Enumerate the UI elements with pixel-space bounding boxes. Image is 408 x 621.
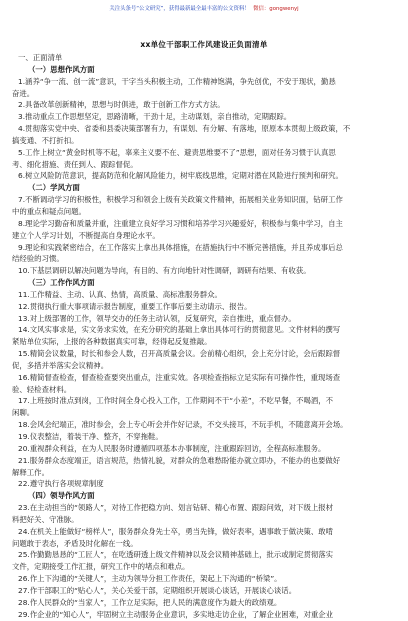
text-line: 28.作人民群众的“当家人”，工作立足实际，把人民的满意度作为最大的政绩观。 bbox=[18, 597, 282, 607]
text-line: 26.作上下沟通的“关键人”，主动为领导分担工作责任，架起上下沟通的“桥梁”。 bbox=[18, 574, 282, 584]
text-line: 促，多措并举落实会议精神。 bbox=[12, 360, 109, 370]
text-line: 25.作勤勤恳恳的“工匠人”，在吃透研透上级文件精神以及会议精神基础上，批示或制定贯彻落实 bbox=[18, 550, 334, 560]
document-title: xx单位干部职工作风建设正负面清单 bbox=[140, 40, 268, 49]
text-line: 10.下基层调研以解决问题为导向，有目的、有方向地针对性调研，调研有结果、有收获。 bbox=[18, 266, 311, 276]
text-line: 27.作干部职工的“贴心人”，关心关爱干部，定期组织开展谈心谈话，开展谈心谈话。 bbox=[18, 585, 297, 595]
text-line: 16.精简督查检查，督查检查要突出重点，注重实效。各项检查指标立足实际有可操作性，重现场查 bbox=[18, 372, 341, 382]
text-line: 22.遵守执行各项规章制度 bbox=[18, 479, 104, 489]
text-line: 18.会风会纪端正，准时参会，会上专心听会并作好记录，不交头接耳，不玩手机，不随意离开会场。 bbox=[18, 420, 348, 430]
text-line: 闲聊。 bbox=[12, 408, 35, 418]
text-line: 29.作企业的“知心人”，牢固树立主动服务企业意识，多实地走访企业，了解企业困难，对重企业 bbox=[18, 609, 334, 619]
text-line: 5.工作上树立“黄金时机等不起，辜来主义要不在、避责思维要不了”思想，面对任务习惯于认真思 bbox=[18, 147, 336, 157]
text-line: 15.精简会议数量，时长和参会人数，召开高质量会议。会前精心组织，会上充分讨论，会后跟踪督 bbox=[18, 349, 341, 359]
text-line: 19.仪表整洁，着装干净、整齐，不穿拖鞋。 bbox=[18, 432, 163, 441]
text-line: 紧贴单位实际，上报的各种数据真实可靠，经得起反复推敲。 bbox=[12, 337, 212, 347]
text-line: 4.贯彻落实党中央、省委和县委决策部署有力，有谋划、有分解、有落地，原原本本贯彻上级政策，不 bbox=[18, 124, 351, 134]
text-line: 中的重点和疑点问题。 bbox=[12, 206, 86, 216]
section-heading: （二）学风方面 bbox=[28, 183, 80, 193]
text-line: 14.文风实事求是，实文务求实效，在充分研究的基础上拿出具体可行的贯彻意见。文件材料的撰写 bbox=[18, 325, 341, 335]
header-notice-text: 关注头条号“公文研究”，获得最新最全最丰富的公文资料！ bbox=[109, 6, 250, 12]
text-line: 验、轻检查材料。 bbox=[12, 384, 72, 394]
text-line: 一、正面清单 bbox=[18, 53, 63, 62]
header-wechat-text: 微信：gongwenyj bbox=[253, 6, 299, 12]
text-line: 问题敢于表态，矛盾及时化解在一线。 bbox=[12, 538, 138, 548]
text-line: 13.对上级部署的工作，领导交办的任务主动认领，反复研究，亲自推进，重点督办。 bbox=[18, 313, 296, 323]
document-body bbox=[12, 52, 400, 621]
text-line: 24.在机关上能做好“榜样人”，服务群众身先士卒，勇当先锋，做好表率，遇事敢于做决策、敢啃 bbox=[18, 526, 334, 536]
section-heading: （一）思想作风方面 bbox=[28, 64, 95, 74]
text-line: 奋进。 bbox=[12, 88, 35, 98]
text-line: 23.在主动担当的“领路人”，对待工作把稳方向、划言钻研、精心布置、跟踪问效，对下级上报材 bbox=[18, 503, 334, 513]
text-line: 17.上班按时准点到岗，工作时间全身心投入工作，工作期间不干“小差”，不吃早餐，不喝酒，不 bbox=[18, 396, 334, 406]
text-line: 3.推动重点工作思想坚定，思路清晰，干劲十足，主动谋划，亲自推动，定期跟踪。 bbox=[18, 112, 292, 122]
text-line: 9.理论和实践紧密结合，在工作落实上拿出具体措施，在措施执行中不断完善措施，并且养成事后总 bbox=[18, 242, 343, 252]
text-line: 1.涵养“争一流、创一流”意识，干字当头积极主动，工作精神饱满，争先创优，不安于现状，勤恳 bbox=[18, 76, 336, 86]
section-heading: （三）工作作风方面 bbox=[28, 278, 95, 288]
page-header-notice bbox=[0, 6, 408, 13]
text-line: 搞变通、不打折扣。 bbox=[12, 135, 79, 145]
text-line: 考、细化措施、责任到人、跟踪督促。 bbox=[12, 159, 138, 169]
text-line: 21.服务群众态度端正，语言规范，热情礼貌，对群众的急难愁盼能办就立即办，不能办的也要做好 bbox=[18, 455, 341, 465]
text-line: 8.理论学习勤奋和质量并重，注重建立良好学习习惯和培养学习兴趣爱好，积极参与集中学习，自主 bbox=[18, 218, 343, 228]
text-line: 解释工作。 bbox=[12, 467, 49, 477]
text-line: 7.不断调动学习的积极性，积极学习和领会上级有关政策文件精神，拓展相关业务知识面，钻研工作 bbox=[18, 195, 343, 205]
text-line: 6.树立风险防范意识，提高防范和化解风险能力，树牢底线思维，定期对潜在风险进行预判和研究。 bbox=[18, 171, 343, 181]
text-line: 12.贯彻执行重大事项请示报告制度，重要工作事后要主动请示、报告。 bbox=[18, 301, 252, 311]
text-line: 11.工作精益、主动、认真、热情，高质量、高标准服务群众。 bbox=[18, 289, 222, 299]
section-heading: （四）领导作风方面 bbox=[28, 491, 95, 501]
text-line: 建立个人学习计划，不断提高自身理论水平。 bbox=[12, 230, 160, 240]
text-line: 料把好关、守准脉。 bbox=[12, 514, 79, 524]
text-line: 2.具备改革创新精神，思想与时俱进，敢于创新工作方式方法。 bbox=[18, 100, 225, 110]
text-line: 20.重视群众利益，在为人民服务时遵循四项基本办事制度，注重跟踪回访，全程高标准服务。 bbox=[18, 443, 326, 453]
text-line: 文件，定期接受工作汇报，研究工作中的堵点和难点。 bbox=[12, 562, 190, 572]
text-line: 结经验的习惯。 bbox=[12, 254, 64, 264]
